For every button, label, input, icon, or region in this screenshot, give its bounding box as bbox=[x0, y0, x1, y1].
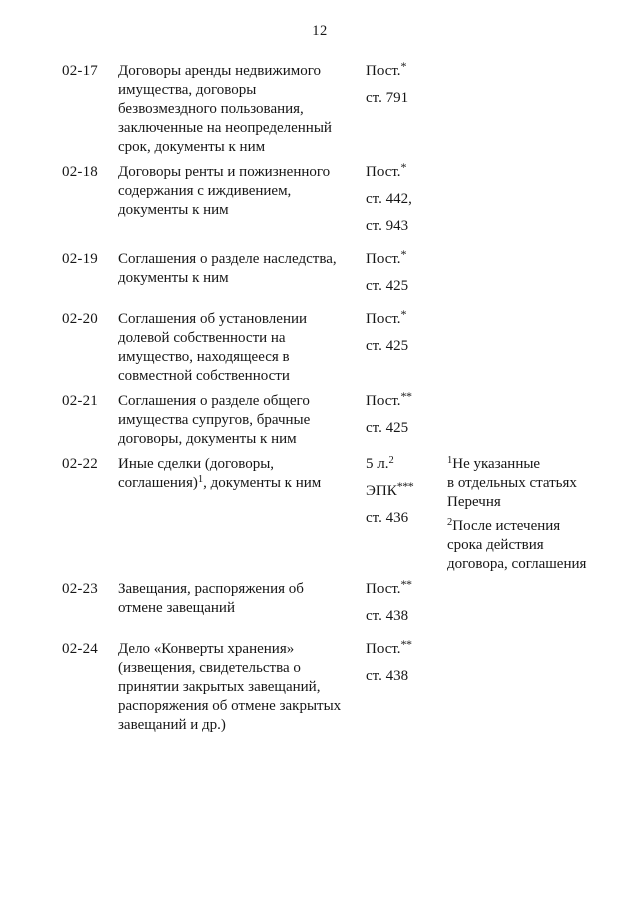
footnote-line: срока действия bbox=[447, 537, 544, 553]
term-line: ЭПК*** bbox=[366, 479, 414, 499]
asterisk-marker: * bbox=[400, 307, 407, 321]
title-line: Дело «Конверты хранения» bbox=[118, 641, 295, 657]
row-title bbox=[118, 455, 366, 574]
title-line: Договоры аренды недвижимого bbox=[118, 63, 322, 79]
title-line: Договоры ренты и пожизненного bbox=[118, 164, 331, 180]
term-line: ст. 425 bbox=[366, 420, 409, 436]
table-row bbox=[62, 637, 622, 735]
asterisk-marker: ** bbox=[400, 389, 412, 403]
asterisk-marker: * bbox=[400, 59, 407, 73]
row-title bbox=[118, 163, 366, 244]
row-title bbox=[118, 250, 366, 304]
title-line: Соглашения о разделе наследства, bbox=[118, 251, 337, 267]
row-title bbox=[118, 62, 366, 157]
footnote-line: $^2$После истечения bbox=[447, 517, 561, 534]
row-title bbox=[118, 392, 366, 449]
row-notes bbox=[446, 640, 622, 735]
row-notes bbox=[446, 392, 622, 449]
term-line: ст. 438 bbox=[366, 668, 409, 684]
title-line: завещаний и др.) bbox=[118, 717, 226, 733]
footnote-line: $^1$Не указанные bbox=[447, 455, 541, 472]
table-row bbox=[62, 247, 622, 304]
footnote bbox=[447, 455, 622, 512]
row-code: 02-21 bbox=[62, 393, 98, 409]
term-line: Пост.* bbox=[366, 160, 407, 180]
row-title bbox=[118, 580, 366, 634]
title-line: совместной собственности bbox=[118, 368, 290, 384]
row-retention-term bbox=[366, 637, 446, 735]
superscript-ref: 1 bbox=[197, 474, 204, 485]
title-line: документы к ним bbox=[118, 202, 229, 218]
term-line: Пост.* bbox=[366, 247, 407, 267]
page-number: 12 bbox=[312, 23, 328, 39]
asterisk-marker: * bbox=[400, 247, 407, 261]
title-line: имущество, находящееся в bbox=[118, 349, 290, 365]
table-row bbox=[62, 577, 622, 634]
title-line: имущества, договоры bbox=[118, 82, 257, 98]
term-line: ст. 442, bbox=[366, 191, 412, 207]
row-code: 02-20 bbox=[62, 311, 98, 327]
title-line: распоряжения об отмене закрытых bbox=[118, 698, 342, 714]
row-code: 02-17 bbox=[62, 63, 98, 79]
term-line: Пост.** bbox=[366, 637, 412, 657]
row-notes bbox=[446, 163, 622, 244]
row-code: 02-22 bbox=[62, 456, 98, 472]
row-retention-term bbox=[366, 59, 446, 157]
title-line: имущества супругов, брачные bbox=[118, 412, 311, 428]
title-line: принятии закрытых завещаний, bbox=[118, 679, 321, 695]
table-row bbox=[62, 307, 622, 386]
title-line: содержания с иждивением, bbox=[118, 183, 292, 199]
footnote-line: договора, соглашения bbox=[447, 556, 587, 572]
row-code: 02-23 bbox=[62, 581, 98, 597]
term-line: Пост.** bbox=[366, 389, 412, 409]
superscript-ref: 2 bbox=[388, 455, 394, 466]
term-line: ст. 791 bbox=[366, 90, 409, 106]
title-line: (извещения, свидетельства о bbox=[118, 660, 301, 676]
footnote bbox=[447, 517, 622, 574]
row-retention-term bbox=[366, 389, 446, 449]
footnote-line: Перечня bbox=[447, 494, 501, 510]
row-retention-term bbox=[366, 160, 446, 244]
title-line: безвозмездного пользования, bbox=[118, 101, 304, 117]
row-title bbox=[118, 640, 366, 735]
table-row bbox=[62, 455, 622, 574]
asterisk-marker: *** bbox=[396, 479, 414, 493]
row-retention-term bbox=[366, 247, 446, 304]
superscript-ref: 1 bbox=[447, 455, 453, 466]
row-code: 02-24 bbox=[62, 641, 98, 657]
footnote-line: в отдельных статьях bbox=[447, 475, 577, 491]
title-line: Завещания, распоряжения об bbox=[118, 581, 304, 597]
title-line: отмене завещаний bbox=[118, 600, 235, 616]
title-line: долевой собственности на bbox=[118, 330, 286, 346]
row-notes bbox=[446, 580, 622, 634]
title-line: Соглашения об установлении bbox=[118, 311, 308, 327]
row-notes bbox=[446, 455, 622, 574]
term-line: Пост.* bbox=[366, 307, 407, 327]
term-line: ст. 425 bbox=[366, 338, 409, 354]
term-line: 5 л.$^2$ bbox=[366, 455, 394, 472]
term-line: ст. 425 bbox=[366, 278, 409, 294]
title-line: Иные сделки (договоры, bbox=[118, 456, 275, 472]
row-retention-term bbox=[366, 577, 446, 634]
retention-table bbox=[62, 59, 622, 735]
asterisk-marker: ** bbox=[400, 577, 412, 591]
asterisk-marker: * bbox=[400, 160, 407, 174]
title-line: срок, документы к ним bbox=[118, 139, 266, 155]
title-line: Соглашения о разделе общего bbox=[118, 393, 310, 409]
term-line: Пост.* bbox=[366, 59, 407, 79]
asterisk-marker: ** bbox=[400, 637, 412, 651]
row-notes bbox=[446, 250, 622, 304]
title-line: документы к ним bbox=[118, 270, 229, 286]
title-line: заключенные на неопределенный bbox=[118, 120, 332, 136]
term-line: ст. 943 bbox=[366, 218, 409, 234]
row-notes bbox=[446, 62, 622, 157]
table-row bbox=[62, 389, 622, 449]
row-title bbox=[118, 310, 366, 386]
row-notes bbox=[446, 310, 622, 386]
row-retention-term bbox=[366, 455, 446, 574]
term-line: ст. 438 bbox=[366, 608, 409, 624]
row-code: 02-19 bbox=[62, 251, 98, 267]
title-line: договоры, документы к ним bbox=[118, 431, 297, 447]
table-row bbox=[62, 59, 622, 157]
row-code: 02-18 bbox=[62, 164, 98, 180]
term-line: Пост.** bbox=[366, 577, 412, 597]
row-retention-term bbox=[366, 307, 446, 386]
term-line: ст. 436 bbox=[366, 510, 409, 526]
table-row bbox=[62, 160, 622, 244]
superscript-ref: 2 bbox=[447, 517, 453, 528]
title-line: соглашения)$^1$, документы к ним bbox=[118, 474, 322, 491]
